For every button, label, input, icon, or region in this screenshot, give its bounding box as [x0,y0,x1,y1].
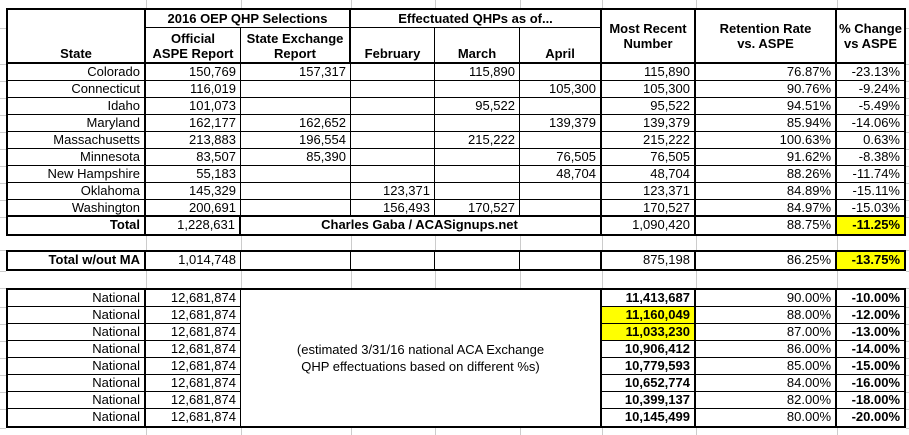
grid-line [241,271,242,288]
march-cell[interactable] [435,115,520,131]
march-cell[interactable] [435,81,520,97]
most-recent-cell[interactable]: 10,399,137 [602,392,696,409]
state-exchange-cell[interactable] [241,166,351,182]
grid-line [837,428,838,435]
march-cell[interactable]: 115,890 [435,64,520,80]
national-note-cell[interactable] [241,290,602,426]
grid-line [351,428,352,435]
grid-line [602,271,603,288]
most-recent-cell[interactable]: 170,527 [602,200,696,215]
official-aspe-cell[interactable]: 213,883 [146,132,241,148]
retention-cell[interactable]: 94.51% [696,98,837,114]
pct-change-cell[interactable]: -9.24% [858,81,900,96]
february-cell[interactable] [351,252,435,269]
most-recent-cell[interactable]: 11,413,687 [602,290,696,307]
retention-cell[interactable]: 85.00% [696,358,837,375]
february-cell[interactable] [351,98,435,114]
header-state-exchange[interactable] [241,28,351,62]
grid-line [837,0,838,8]
grid-line [696,236,697,250]
official-aspe-cell[interactable]: 1,014,748 [146,252,241,269]
state-cell[interactable]: Washington [8,200,146,215]
april-cell[interactable] [520,98,602,114]
state-cell[interactable]: Idaho [8,98,146,114]
retention-cell[interactable]: 85.94% [696,115,837,131]
official-aspe-cell[interactable]: 12,681,874 [146,409,241,426]
grid-line [435,0,436,8]
most-recent-cell[interactable]: 10,779,593 [602,358,696,375]
note-line: QHP effectuations based on different %s) [301,359,540,374]
february-cell[interactable] [351,132,435,148]
grid-line [696,271,697,288]
april-cell[interactable]: 139,379 [520,115,602,131]
state-row [8,166,904,183]
retention-cell[interactable]: 88.00% [696,307,837,324]
state-row [8,200,904,217]
grid-line [520,236,521,250]
official-aspe-cell[interactable]: 83,507 [146,149,241,165]
april-cell[interactable] [520,64,602,80]
most-recent-cell[interactable]: 48,704 [602,166,696,182]
grid-line [351,271,352,288]
state-table-body [8,64,904,234]
retention-cell[interactable]: 80.00% [696,409,837,426]
grid-line [520,428,521,435]
state-cell[interactable]: National [8,392,146,409]
pct-change-cell[interactable]: -13.75% [837,252,904,269]
april-cell[interactable] [520,132,602,148]
most-recent-cell[interactable]: 11,160,049 [602,307,696,324]
april-cell[interactable]: 48,704 [520,166,602,182]
most-recent-cell[interactable]: 11,033,230 [602,324,696,341]
state-cell[interactable]: Colorado [8,64,146,80]
state-exchange-cell[interactable] [241,81,351,97]
april-cell[interactable] [520,183,602,199]
pct-change-cell[interactable]: -23.13% [851,64,900,79]
february-cell[interactable] [351,81,435,97]
official-aspe-cell[interactable]: 12,681,874 [146,290,241,307]
state-exchange-cell[interactable]: 162,652 [241,115,351,131]
state-table [6,8,906,236]
grid-line [837,236,838,250]
grid-line [351,0,352,8]
grid-line [696,428,697,435]
march-cell[interactable] [435,183,520,199]
header-february[interactable]: February [351,28,435,62]
most-recent-cell[interactable]: 105,300 [602,81,696,97]
state-row [8,98,904,115]
grid-line [146,0,147,8]
grid-line [837,271,838,288]
header-group-oep-selections[interactable]: 2016 OEP QHP Selections [146,10,351,28]
february-cell[interactable]: 156,493 [351,200,435,215]
pct-change-cell[interactable]: -12.00% [837,307,904,324]
official-aspe-cell[interactable]: 145,329 [146,183,241,199]
official-aspe-cell[interactable]: 12,681,874 [146,375,241,392]
april-cell[interactable] [520,252,602,269]
most-recent-cell[interactable]: 76,505 [602,149,696,165]
total-label-cell[interactable]: Total [8,217,146,234]
state-row [8,115,904,132]
grid-line [241,236,242,250]
state-row [8,183,904,200]
retention-cell[interactable]: 86.25% [696,252,837,269]
state-cell[interactable]: New Hampshire [8,166,146,182]
state-exchange-cell[interactable] [241,183,351,199]
header-april[interactable]: April [520,28,602,62]
pct-change-cell[interactable]: -15.03% [851,200,900,215]
state-exchange-cell[interactable]: 196,554 [241,132,351,148]
state-row [8,149,904,166]
grid-line [602,236,603,250]
most-recent-cell[interactable]: 115,890 [602,64,696,80]
state-row [8,81,904,98]
state-row [8,132,904,149]
february-cell[interactable] [351,149,435,165]
official-aspe-cell[interactable]: 1,228,631 [146,217,241,234]
pct-change-cell[interactable]: -11.74% [852,166,900,181]
pct-change-cell[interactable]: -16.00% [837,375,904,392]
official-aspe-cell[interactable]: 12,681,874 [146,358,241,375]
grid-line [435,428,436,435]
grid-line [241,0,242,8]
state-cell[interactable]: Massachusetts [8,132,146,148]
february-cell[interactable] [351,64,435,80]
grid-line [351,236,352,250]
header-line: ASPE Report [152,46,234,61]
total-without-ma-band [6,250,906,271]
state-cell[interactable]: National [8,324,146,341]
retention-cell[interactable]: 84.00% [696,375,837,392]
march-cell[interactable]: 95,522 [435,98,520,114]
pct-change-cell[interactable]: -10.00% [837,290,904,307]
pct-change-cell[interactable]: -18.00% [837,392,904,409]
grid-line [0,271,6,272]
retention-cell[interactable]: 84.97% [696,200,837,215]
most-recent-cell[interactable]: 10,652,774 [602,375,696,392]
most-recent-cell[interactable]: 10,145,499 [602,409,696,426]
official-aspe-cell[interactable]: 12,681,874 [146,324,241,341]
official-aspe-cell[interactable]: 200,691 [146,200,241,215]
state-cell[interactable]: Minnesota [8,149,146,165]
note-line: (estimated 3/31/16 national ACA Exchange [296,342,545,357]
pct-change-cell[interactable]: -14.00% [837,341,904,358]
national-table [6,288,906,428]
state-exchange-cell[interactable]: 85,390 [241,149,351,165]
grid-line [146,428,147,435]
february-cell[interactable] [351,115,435,131]
official-aspe-cell[interactable]: 150,769 [146,64,241,80]
grid-line [520,0,521,8]
retention-cell[interactable]: 82.00% [696,392,837,409]
pct-change-cell[interactable]: 0.63% [863,132,900,147]
state-exchange-cell[interactable]: 157,317 [241,64,351,80]
pct-change-cell[interactable]: -20.00% [851,409,900,424]
retention-cell[interactable]: 84.89% [696,183,837,199]
march-cell[interactable] [435,252,520,269]
april-cell[interactable]: 76,505 [520,149,602,165]
march-cell[interactable] [435,166,520,182]
state-cell[interactable]: Connecticut [8,81,146,97]
official-aspe-cell[interactable]: 55,183 [146,166,241,182]
pct-change-cell[interactable]: -15.11% [852,183,900,198]
state-cell[interactable]: National [8,375,146,392]
pct-change-cell[interactable]: -13.00% [837,324,904,341]
state-cell[interactable]: Maryland [8,115,146,131]
header-line: Retention Rate [719,20,812,36]
header-most-recent[interactable] [602,10,696,62]
header-line: Report [274,46,316,61]
official-aspe-cell[interactable]: 162,177 [146,115,241,131]
header-line: State Exchange [246,31,344,46]
most-recent-cell[interactable]: 139,379 [602,115,696,131]
retention-cell[interactable]: 86.00% [696,341,837,358]
official-aspe-cell[interactable]: 12,681,874 [146,392,241,409]
state-exchange-cell[interactable] [241,98,351,114]
state-cell[interactable]: National [8,307,146,324]
grid-line [602,428,603,435]
pct-change-cell[interactable]: -8.38% [858,149,900,164]
march-cell[interactable]: 215,222 [435,132,520,148]
retention-cell[interactable]: 88.26% [696,166,837,182]
grid-line [146,271,147,288]
february-cell[interactable]: 123,371 [351,183,435,199]
retention-cell[interactable]: 91.62% [696,149,837,165]
grid-line [602,0,603,8]
most-recent-cell[interactable]: 123,371 [602,183,696,199]
grid-line [241,428,242,435]
pct-change-cell[interactable]: -11.25% [837,217,904,234]
official-aspe-cell[interactable]: 116,019 [146,81,241,97]
official-aspe-cell[interactable]: 12,681,874 [146,307,241,324]
state-exchange-cell[interactable] [241,200,351,215]
header-retention-rate[interactable] [696,10,837,62]
header-line: Number [623,35,673,51]
april-cell[interactable] [520,200,602,215]
total-wo-ma-label-cell[interactable]: Total w/out MA [8,252,146,269]
grid-line [520,271,521,288]
official-aspe-cell[interactable]: 12,681,874 [146,341,241,358]
state-cell[interactable]: National [8,290,146,307]
header-line: vs ASPE [844,35,897,51]
most-recent-cell[interactable]: 875,198 [602,252,696,269]
state-exchange-cell[interactable] [241,252,351,269]
state-cell[interactable]: Oklahoma [8,183,146,199]
state-cell[interactable]: National [8,409,146,426]
header-pct-change[interactable] [837,10,904,62]
state-row [8,64,904,81]
retention-cell[interactable]: 87.00% [696,324,837,341]
most-recent-cell[interactable]: 95,522 [602,98,696,114]
credit-cell[interactable]: Charles Gaba / ACASignups.net [241,217,602,234]
header-line: vs. ASPE [737,35,794,51]
retention-cell[interactable]: 100.63% [696,132,837,148]
most-recent-cell[interactable]: 1,090,420 [602,217,696,234]
pct-change-cell[interactable]: -14.06% [851,115,900,130]
state-table-header [8,10,904,64]
march-cell[interactable]: 170,527 [435,200,520,215]
header-group-effectuated[interactable]: Effectuated QHPs as of... [351,10,602,28]
most-recent-cell[interactable]: 10,906,412 [602,341,696,358]
header-state[interactable]: State [8,10,146,62]
grid-line [696,0,697,8]
retention-cell[interactable]: 76.87% [696,64,837,80]
total-row [8,217,904,234]
header-line: Most Recent [609,20,687,36]
pct-change-cell[interactable]: -15.00% [837,358,904,375]
state-cell[interactable]: National [8,341,146,358]
grid-line [435,271,436,288]
april-cell[interactable]: 105,300 [520,81,602,97]
february-cell[interactable] [351,166,435,182]
header-march[interactable]: March [435,28,520,62]
grid-line [435,236,436,250]
total-without-ma-row [8,252,904,269]
header-line: Official [170,31,216,46]
retention-cell[interactable]: 90.00% [696,290,837,307]
retention-cell[interactable]: 88.75% [696,217,837,234]
march-cell[interactable] [435,149,520,165]
state-cell[interactable]: National [8,358,146,375]
grid-line [146,236,147,250]
retention-cell[interactable]: 90.76% [696,81,837,97]
header-official-aspe[interactable] [146,28,241,62]
grid-line [0,428,6,429]
official-aspe-cell[interactable]: 101,073 [146,98,241,114]
most-recent-cell[interactable]: 215,222 [602,132,696,148]
pct-change-cell[interactable]: -5.49% [858,98,900,113]
header-line: % Change [839,20,902,36]
